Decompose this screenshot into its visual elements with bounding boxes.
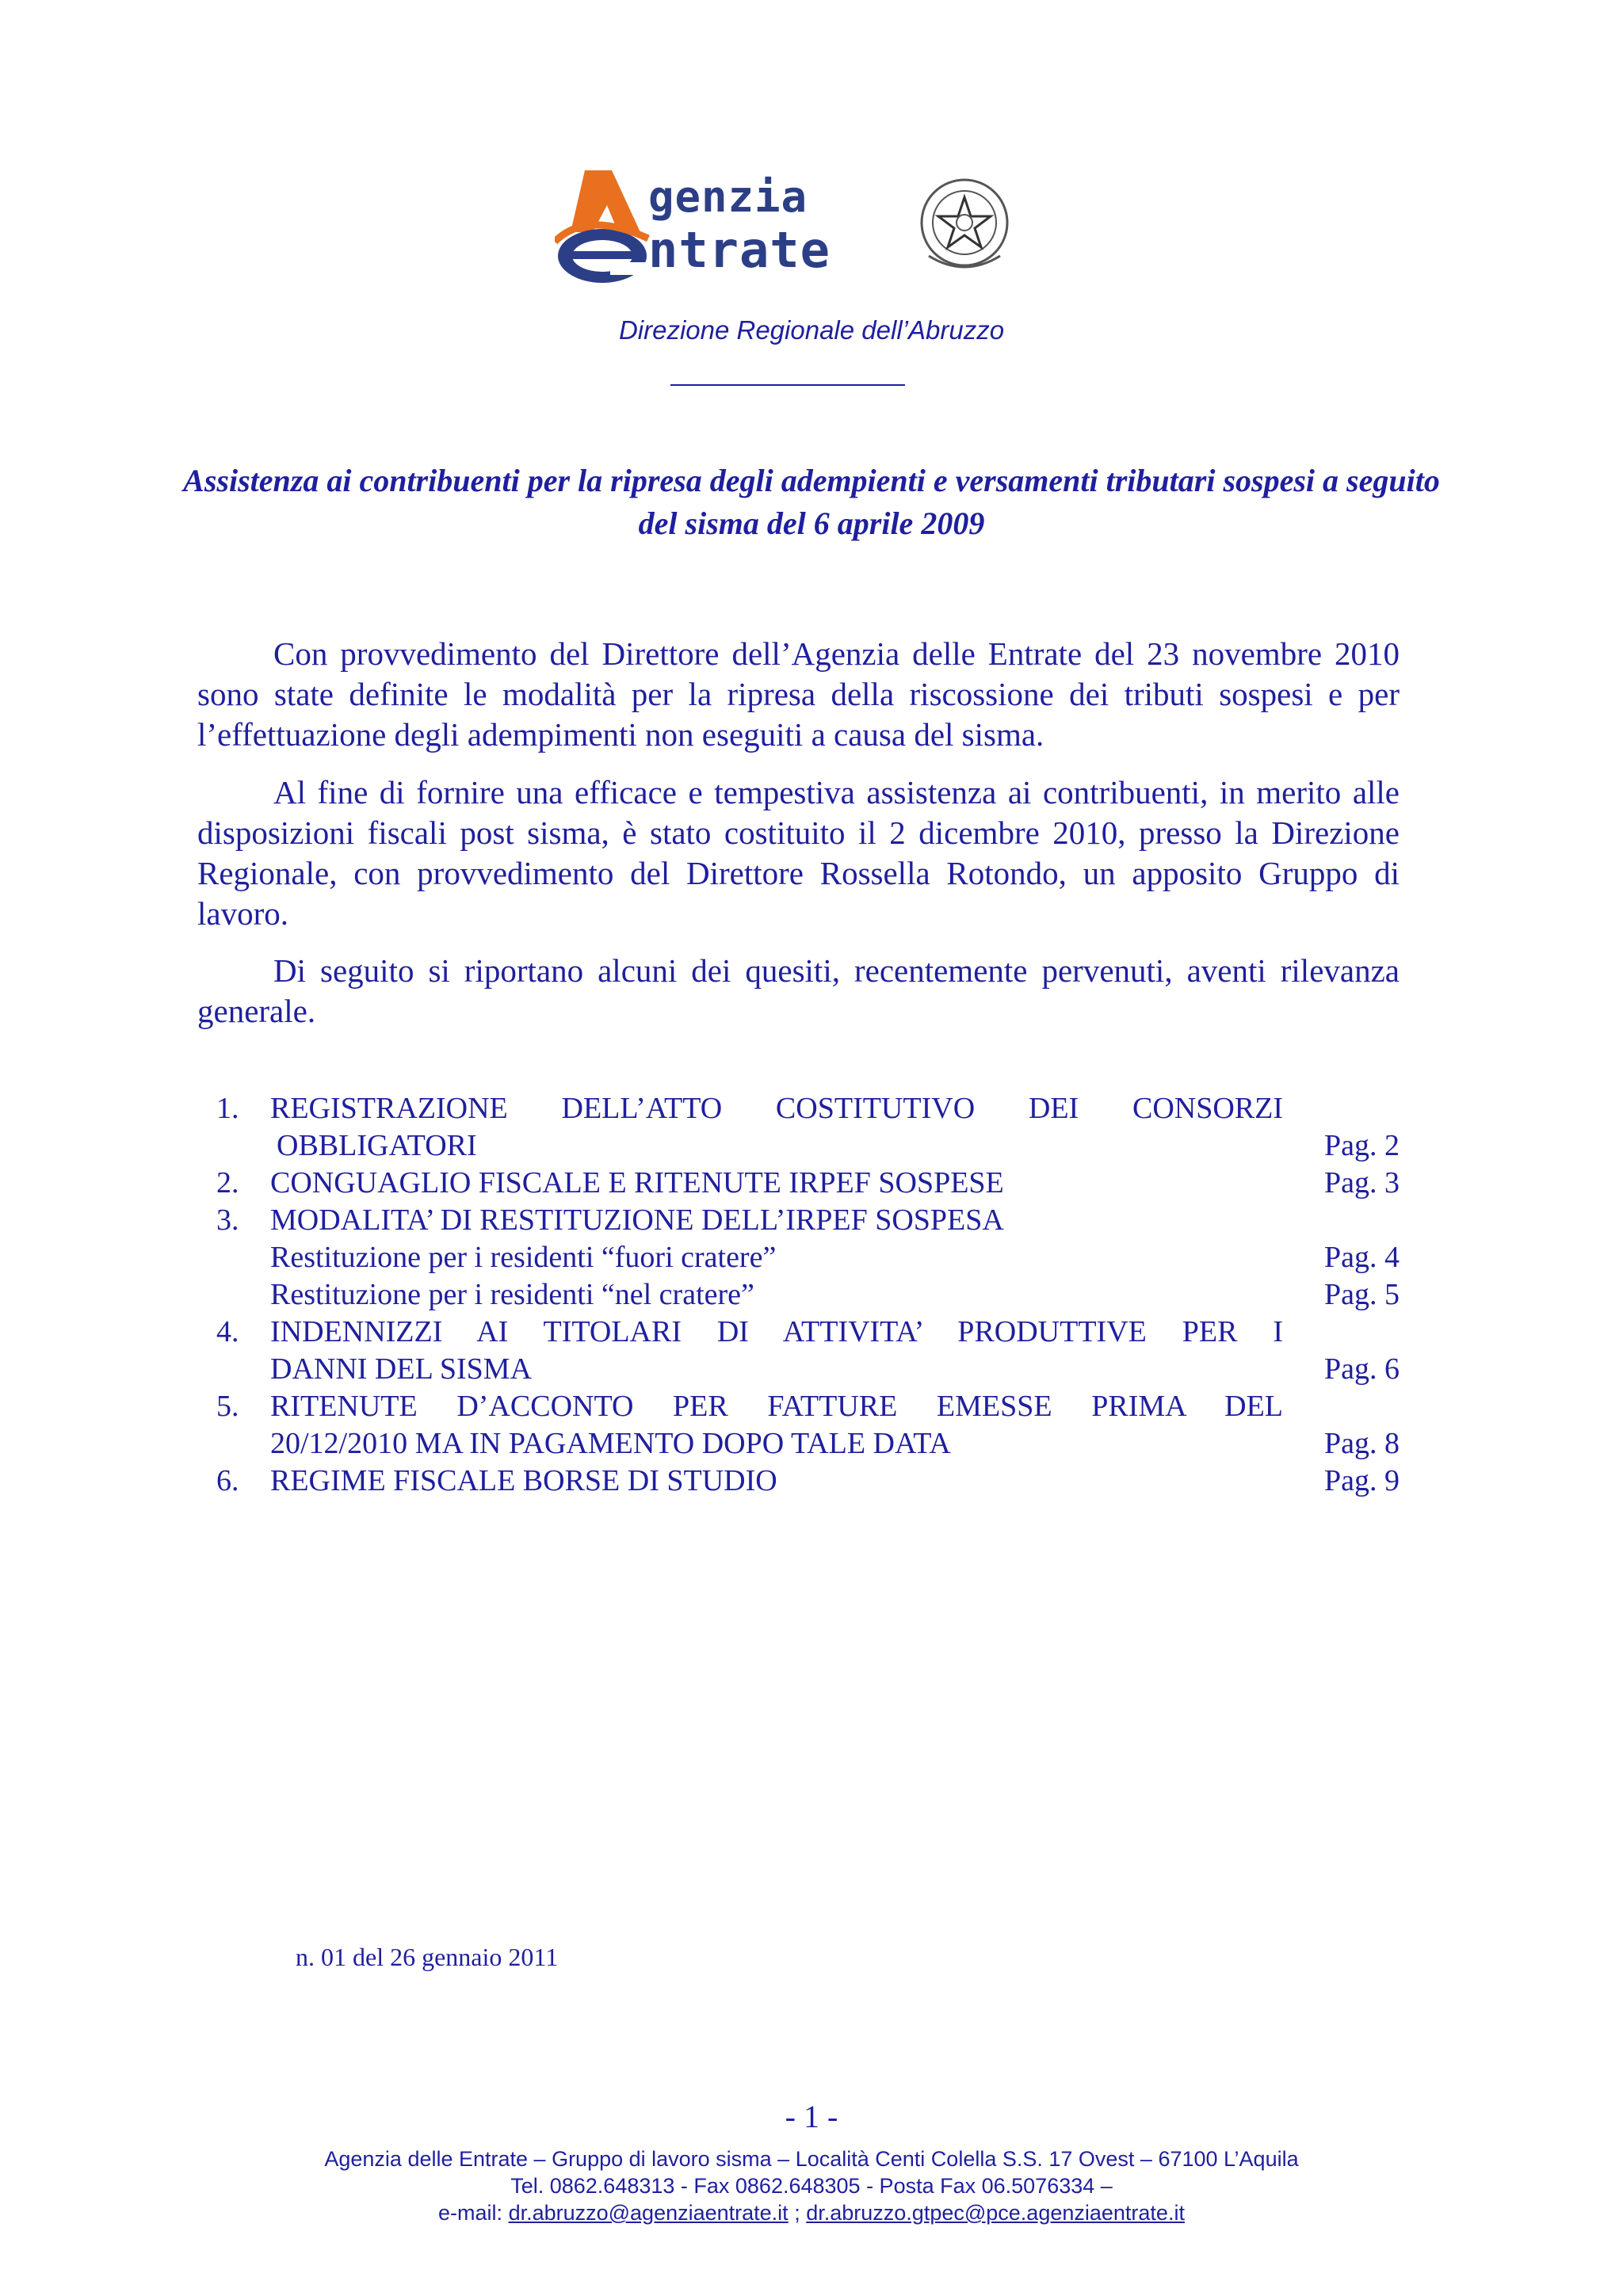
toc-item-5[interactable] [197,1387,1400,1425]
toc-page: Pag. 2 [1324,1129,1400,1162]
toc-subitem-3b[interactable] [197,1276,1400,1314]
logo-word-bottom: ntrate [648,221,831,279]
paragraph-2: Al fine di fornire una efficace e tempestiva assistenza ai contribuenti, in merito alle disposizioni fiscali post sisma, è stato costituito il 2 dicembre 2010, presso la Direzione Regionale, con provvedimento del Direttore Rossella Rotondo, un apposito Gruppo di lavoro. [197,774,1400,932]
emblem-republic-icon [913,169,1016,280]
toc-number: 3. [216,1203,239,1237]
issue-number-date: n. 01 del 26 gennaio 2011 [296,1943,559,1971]
toc-text: INDENNIZZI AI TITOLARI DI ATTIVITA’ PRODUTTIVE PER I [270,1315,1283,1348]
footer-emails [0,2199,1623,2226]
toc-number: 5. [216,1390,239,1423]
toc-text: Restituzione per i residenti “nel cratere” [270,1278,754,1311]
toc-subitem-3a[interactable] [197,1238,1400,1276]
toc-item-1[interactable] [197,1089,1400,1127]
footer-contacts: Tel. 0862.648313 - Fax 0862.648305 - Posta Fax 06.5076334 – [510,2174,1113,2198]
toc-text: DANNI DEL SISMA [270,1352,533,1386]
toc-item-1-cont[interactable] [197,1127,1400,1165]
logo-word-top: genzia [648,172,808,222]
email-link-pec[interactable]: dr.abruzzo.gtpec@pce.agenziaentrate.it [806,2201,1185,2225]
toc-number: 1. [216,1092,239,1125]
email-separator: ; [794,2201,800,2225]
toc-item-2[interactable] [197,1164,1400,1202]
toc-item-6[interactable] [197,1462,1400,1500]
toc-page: Pag. 8 [1324,1427,1400,1460]
toc-number: 6. [216,1464,239,1497]
toc-text: RITENUTE D’ACCONTO PER FATTURE EMESSE PRIMA DEL [270,1390,1283,1423]
toc-page: Pag. 6 [1324,1352,1400,1386]
toc-text: MODALITA’ DI RESTITUZIONE DELL’IRPEF SOSPESA [270,1203,1004,1237]
toc-page: Pag. 3 [1324,1166,1400,1199]
header-divider [670,384,905,386]
footer-address: Agenzia delle Entrate – Gruppo di lavoro sisma – Località Centi Colella S.S. 17 Ovest – 67100 L’Aquila [324,2147,1299,2171]
toc-item-5-cont[interactable] [197,1425,1400,1463]
toc-number: 4. [216,1315,239,1348]
toc-number: 2. [216,1166,239,1199]
toc-text: CONGUAGLIO FISCALE E RITENUTE IRPEF SOSPESE [270,1166,1004,1199]
toc-text: OBBLIGATORI [277,1129,477,1162]
toc-page: Pag. 5 [1324,1278,1400,1311]
toc-page: Pag. 4 [1324,1241,1400,1274]
toc-item-4[interactable] [197,1313,1400,1351]
paragraph-1: Con provvedimento del Direttore dell’Agenzia delle Entrate del 23 novembre 2010 sono state definite le modalità per la ripresa della riscossione dei tributi sospesi e per l’effettuazione degli adempimenti non eseguiti a causa del sisma. [197,635,1400,753]
email-label: e-mail: [438,2201,503,2225]
toc-text: Restituzione per i residenti “fuori cratere” [270,1241,777,1274]
toc-text: REGISTRAZIONE DELL’ATTO COSTITUTIVO DEI CONSORZI [270,1092,1283,1125]
regional-direction-label: Direzione Regionale dell’Abruzzo [618,315,1005,345]
toc-text: REGIME FISCALE BORSE DI STUDIO [270,1464,777,1497]
paragraph-3: Di seguito si riportano alcuni dei quesiti, recentemente pervenuti, aventi rilevanza generale. [197,952,1400,1029]
logo-a-mark-icon [555,162,658,289]
toc-item-3[interactable] [197,1201,1400,1239]
document-title: Assistenza ai contribuenti per la ripresa degli adempienti e versamenti tributari sospesi a seguito del sisma del 6 aprile 2009 [183,463,1440,541]
toc-item-4-cont[interactable] [197,1350,1400,1388]
toc-page: Pag. 9 [1324,1464,1400,1497]
page-number: - 1 - [785,2099,838,2134]
agenzia-entrate-logo [555,162,1030,289]
toc-text: 20/12/2010 MA IN PAGAMENTO DOPO TALE DATA [270,1427,951,1460]
email-link-regional[interactable]: dr.abruzzo@agenziaentrate.it [508,2201,789,2225]
